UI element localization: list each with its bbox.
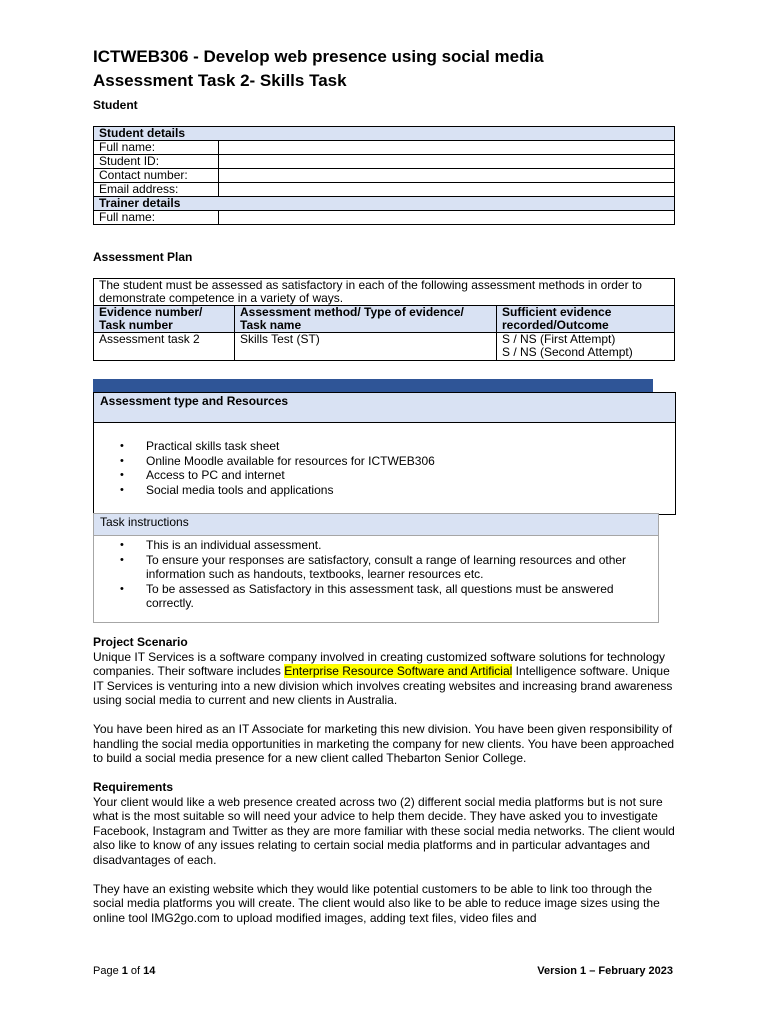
table-row xyxy=(94,183,675,197)
list-item: • Online Moodle available for resources for ICTWEB306 xyxy=(94,454,675,469)
document-title: ICTWEB306 - Develop web presence using social media xyxy=(93,47,544,66)
full-name-field[interactable] xyxy=(219,141,675,155)
field-label: Student ID: xyxy=(94,155,219,169)
scenario-paragraph-1: Unique IT Services is a software company involved in creating customized software solutions for technology companies. Their software includes Enterprise Resource Software and Artificial Intelligence software. Unique IT Services is venturing into a new division which involves creating websites and increasing brand awareness using social media to current and new clients in Australia. xyxy=(93,649,673,707)
assessment-plan-label: Assessment Plan xyxy=(93,250,193,264)
requirements-paragraph-2: They have an existing website which they would like potential customers to be able to link too through the social media platforms you will create. The client would also like to be able to reduce image sizes using the online tool IMG2go.com to upload modified images, adding text files, video files and xyxy=(93,881,660,925)
document-subtitle: Assessment Task 2- Skills Task xyxy=(93,71,347,90)
field-label: Full name: xyxy=(94,141,219,155)
contact-number-field[interactable] xyxy=(219,169,675,183)
column-header: Sufficient evidence recorded/Outcome xyxy=(497,306,675,333)
student-details-header: Student details xyxy=(94,127,675,141)
table-row xyxy=(94,141,675,155)
table-row xyxy=(94,169,675,183)
outcome-first-attempt: S / NS (First Attempt) xyxy=(502,332,616,346)
highlighted-text: Enterprise Resource Software and Artificial xyxy=(284,664,513,678)
student-id-field[interactable] xyxy=(219,155,675,169)
resources-box xyxy=(93,392,676,515)
page-number: Page 1 of 14 xyxy=(93,965,156,977)
email-address-field[interactable] xyxy=(219,183,675,197)
outcome-second-attempt: S / NS (Second Attempt) xyxy=(502,345,633,359)
table-row xyxy=(94,211,675,225)
trainer-details-header: Trainer details xyxy=(94,197,675,211)
list-item: • Practical skills task sheet xyxy=(94,439,675,454)
requirements-title: Requirements xyxy=(93,780,174,794)
assessment-plan-intro: The student must be assessed as satisfactory in each of the following assessment methods in order to demonstrate competence in a variety of ways. xyxy=(94,279,675,306)
evidence-cell: Assessment task 2 xyxy=(94,333,235,361)
scenario-paragraph-2: You have been hired as an IT Associate for marketing this new division. You have been given responsibility of handling the social media opportunities in marketing the company for new clients. You have been approached to build a social media presence for a new client called Thebarton Senior College. xyxy=(93,722,675,765)
method-cell: Skills Test (ST) xyxy=(235,333,497,361)
project-scenario xyxy=(93,635,678,925)
table-row xyxy=(94,155,675,169)
instructions-header: Task instructions xyxy=(94,514,658,536)
list-item: • Social media tools and applications xyxy=(94,483,675,498)
student-label: Student xyxy=(93,98,138,112)
column-header: Assessment method/ Type of evidence/ Task name xyxy=(235,306,497,333)
scenario-title: Project Scenario xyxy=(93,635,188,649)
list-item: • Access to PC and internet xyxy=(94,468,675,483)
resources-list xyxy=(94,439,675,497)
version-label: Version 1 – February 2023 xyxy=(537,965,673,977)
resources-header: Assessment type and Resources xyxy=(94,393,675,423)
field-label: Email address: xyxy=(94,183,219,197)
requirements-paragraph-1: Your client would like a web presence created across two (2) different social media platforms but is not sure what is the most suitable so will need your advice to help them decide. They have asked you to investigate Facebook, Instagram and Twitter as they are more familiar with these social media networks. The client would also like to know of any issues relating to certain social media platforms and in particular advantages and disadvantages of each. xyxy=(93,794,675,867)
list-item: • To be assessed as Satisfactory in this assessment task, all questions must be answered correctly. xyxy=(94,582,650,611)
student-details-table xyxy=(93,126,675,225)
list-item: • To ensure your responses are satisfactory, consult a range of learning resources and other information such as handouts, textbooks, learner resources etc. xyxy=(94,553,650,582)
instructions-box xyxy=(93,513,659,623)
column-header: Evidence number/ Task number xyxy=(94,306,235,333)
section-band xyxy=(93,379,653,392)
assessment-plan-table xyxy=(93,278,675,361)
table-row xyxy=(94,333,675,361)
field-label: Full name: xyxy=(94,211,219,225)
trainer-name-field[interactable] xyxy=(219,211,675,225)
list-item: • This is an individual assessment. xyxy=(94,538,650,553)
instructions-list xyxy=(94,538,658,611)
outcome-cell xyxy=(497,333,675,361)
field-label: Contact number: xyxy=(94,169,219,183)
